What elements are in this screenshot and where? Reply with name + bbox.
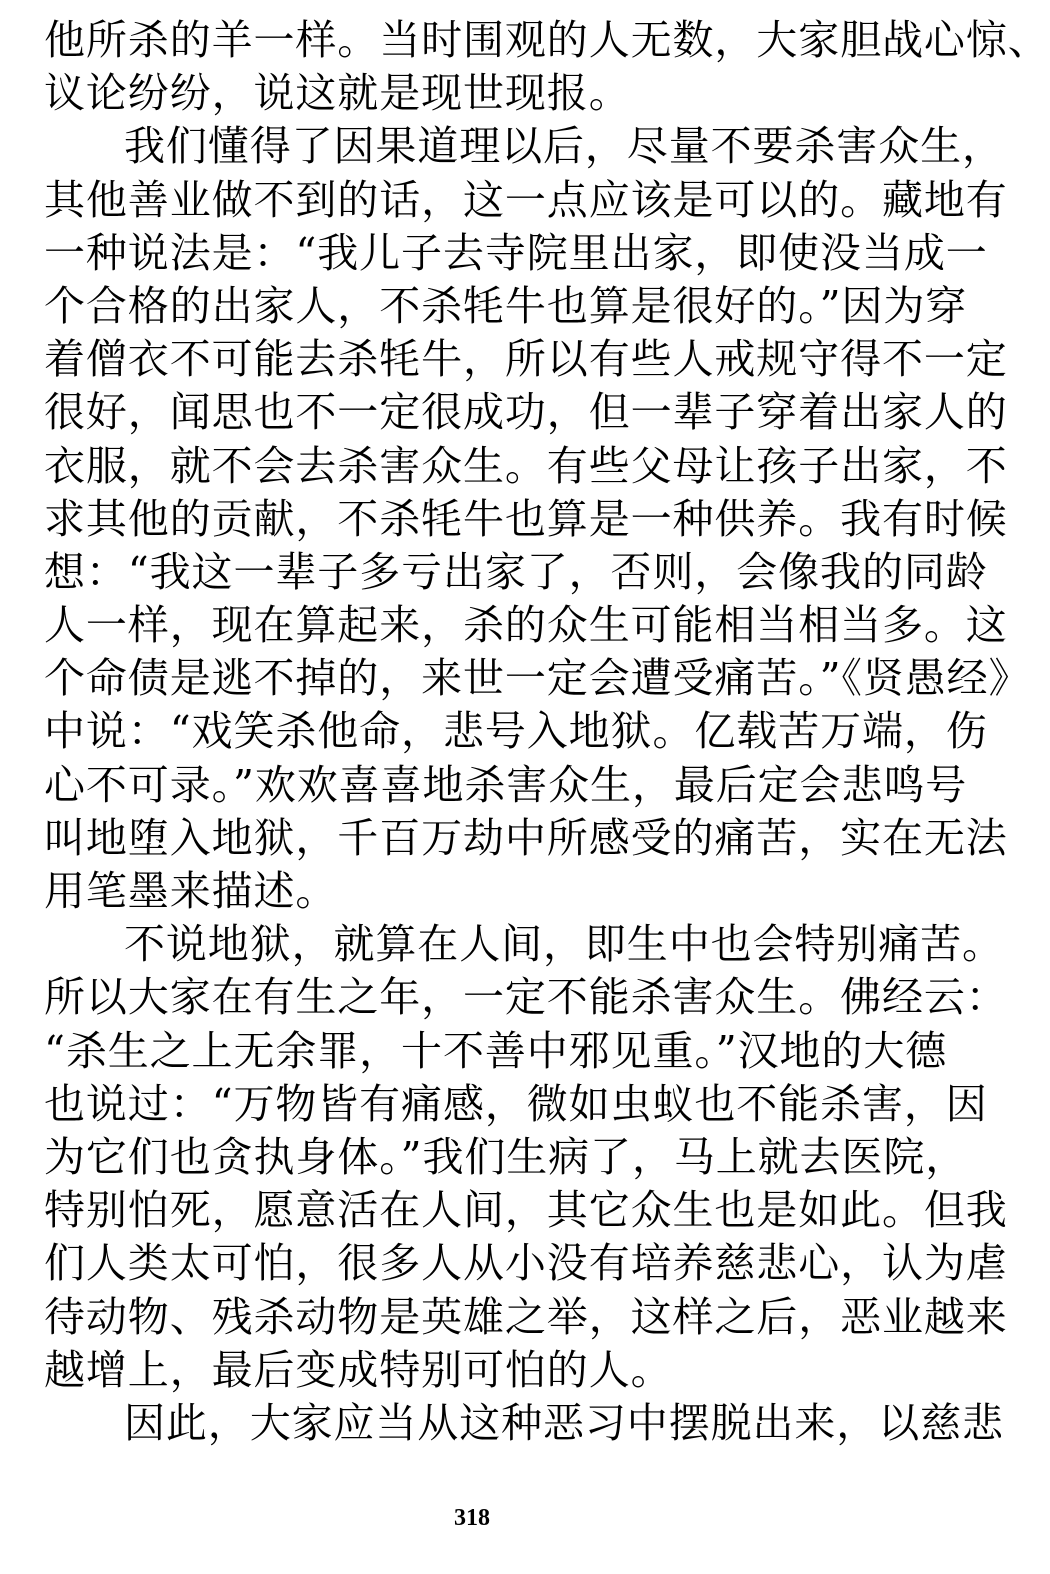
text-line: 所以大家在有生之年，一定不能杀害众生。佛经云： [44, 973, 1008, 1022]
text-line: 其他善业做不到的话，这一点应该是可以的。藏地有 [44, 175, 1008, 224]
paragraph-first-line: 不说地狱，就算在人间，即生中也会特别痛苦。 [124, 920, 1004, 969]
text-line: 心不可录。”欢欢喜喜地杀害众生，最后定会悲鸣号 [44, 760, 968, 809]
text-line: 人一样，现在算起来，杀的众生可能相当相当多。这 [44, 601, 1008, 650]
text-line: 也说过：“万物皆有痛感，微如虫蚁也不能杀害，因 [44, 1079, 988, 1128]
text-line: 一种说法是：“我儿子去寺院里出家，即使没当成一 [44, 228, 988, 277]
text-line: 求其他的贡献，不杀牦牛也算是一种供养。我有时候 [44, 494, 1008, 543]
text-line: 特别怕死，愿意活在人间，其它众生也是如此。但我 [44, 1186, 1008, 1235]
text-line: 叫地堕入地狱，千百万劫中所感受的痛苦，实在无法 [44, 813, 1008, 862]
text-line: 衣服，就不会去杀害众生。有些父母让孩子出家，不 [44, 441, 1008, 490]
text-line: 中说：“戏笑杀他命，悲号入地狱。亿载苦万端，伤 [44, 707, 988, 756]
page-number: 318 [454, 1505, 490, 1531]
text-line: 想：“我这一辈子多亏出家了，否则，会像我的同龄 [44, 547, 988, 596]
text-line: 们人类太可怕，很多人从小没有培养慈悲心，认为虐 [44, 1239, 1008, 1288]
text-line: “杀生之上无余罪，十不善中邪见重。”汉地的大德 [44, 1026, 948, 1075]
paragraph-first-line: 我们懂得了因果道理以后，尽量不要杀害众生， [124, 122, 1004, 171]
text-line: 越增上，最后变成特别可怕的人。 [44, 1345, 673, 1394]
paragraph-first-line: 因此，大家应当从这种恶习中摆脱出来，以慈悲 [124, 1398, 1004, 1447]
text-line: 着僧衣不可能去杀牦牛，所以有些人戒规守得不一定 [44, 335, 1008, 384]
body-text [44, 14, 1050, 1450]
text-line: 待动物、残杀动物是英雄之举，这样之后，恶业越来 [44, 1292, 1008, 1341]
text-line: 很好，闻思也不一定很成功，但一辈子穿着出家人的 [44, 388, 1008, 437]
text-line: 他所杀的羊一样。当时围观的人无数，大家胆战心惊、 [44, 16, 1050, 64]
text-line: 个命债是逃不掉的，来世一定会遭受痛苦。”《贤愚经》 [44, 654, 1031, 703]
text-line: 为它们也贪执身体。”我们生病了，马上就去医院， [44, 1132, 968, 1181]
text-line: 用笔墨来描述。 [44, 867, 338, 915]
text-line: 个合格的出家人，不杀牦牛也算是很好的。”因为穿 [44, 281, 968, 330]
text-line: 议论纷纷，说这就是现世现报。 [44, 69, 631, 118]
